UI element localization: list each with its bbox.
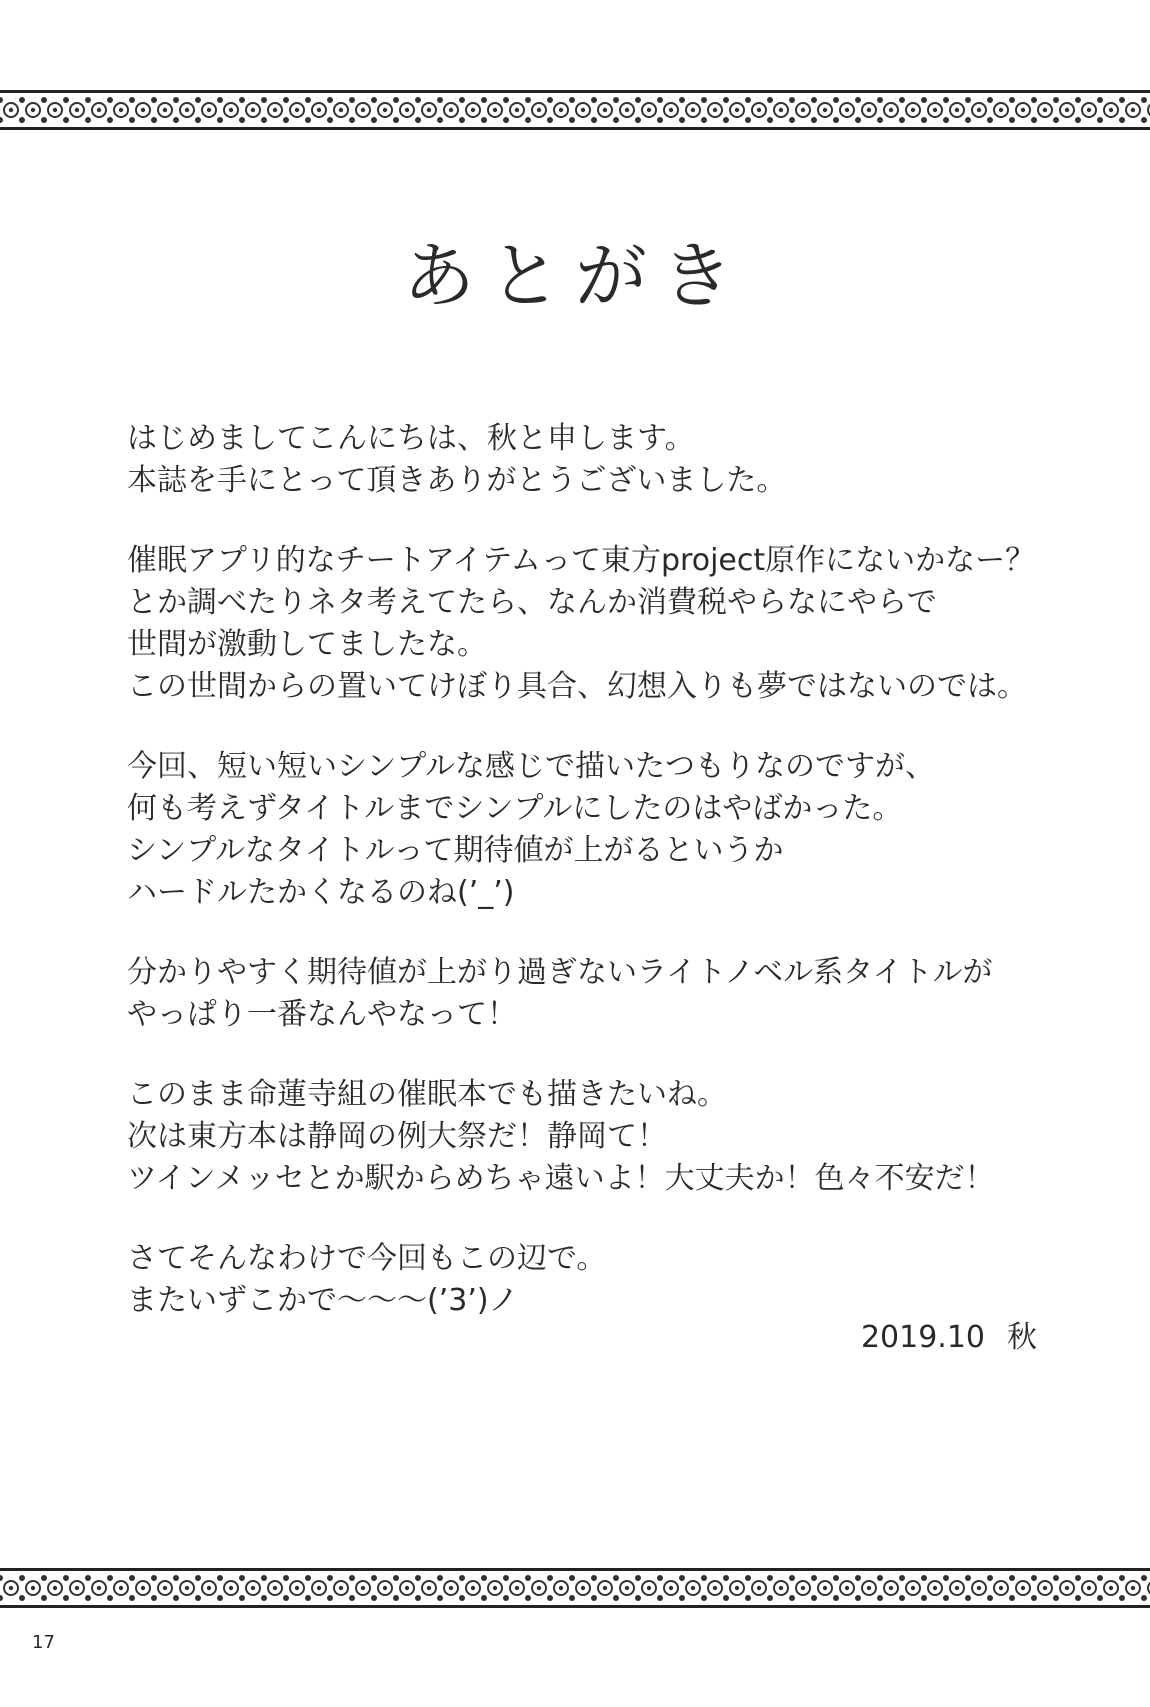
signature-date: 2019.10 xyxy=(860,1320,985,1355)
text-line: またいずこかで〜〜〜(’3’)ノ xyxy=(127,1283,519,1318)
lace-border-top xyxy=(0,90,1150,130)
signature xyxy=(861,1318,1037,1358)
paragraph-closing xyxy=(127,1238,1027,1322)
lace-border-bottom xyxy=(0,1568,1150,1608)
text-line: ツインメッセとか駅からめちゃ遠いよ！大丈夫か！色々不安だ！ xyxy=(127,1161,995,1196)
text-line: ハードルたかくなるのね(’_’) xyxy=(127,875,515,910)
text-line: はじめましてこんにちは、秋と申します。 xyxy=(127,421,695,456)
paragraph-cheat-item xyxy=(127,540,1036,708)
text-line: 本誌を手にとって頂きありがとうございました。 xyxy=(127,463,787,498)
page-number: 17 xyxy=(32,1632,55,1653)
text-line: 催眠アプリ的なチートアイテムって東方project原作にないかなー？ xyxy=(127,543,1036,578)
text-line: 世間が激動してましたな。 xyxy=(127,627,487,662)
text-line: さてそんなわけで今回もこの辺で。 xyxy=(127,1241,607,1276)
text-line: シンプルなタイトルって期待値が上がるというか xyxy=(127,833,784,868)
text-line: 今回、短い短いシンプルな感じで描いたつもりなのですが、 xyxy=(127,749,936,784)
text-line: 何も考えずタイトルまでシンプルにしたのはやばかった。 xyxy=(127,791,903,826)
text-line: このまま命蓮寺組の催眠本でも描きたいね。 xyxy=(127,1077,727,1112)
afterword-body xyxy=(127,418,1036,1360)
signature-author: 秋 xyxy=(1007,1320,1037,1355)
paragraph-next-event xyxy=(127,1074,1027,1200)
text-line: この世間からの置いてけぼり具合、幻想入りも夢ではないのでは。 xyxy=(127,669,1027,704)
page-title: あとがき xyxy=(402,234,747,318)
paragraph-light-novel xyxy=(127,952,1027,1036)
text-line: やっぱり一番なんやなって！ xyxy=(127,997,517,1032)
text-line: 次は東方本は静岡の例大祭だ！静岡て！ xyxy=(127,1119,667,1154)
paragraph-greeting xyxy=(127,418,1027,502)
text-line: とか調べたりネタ考えてたら、なんか消費税やらなにやらで xyxy=(127,585,937,620)
text-line: 分かりやすく期待値が上がり過ぎないライトノベル系タイトルが xyxy=(127,955,993,990)
paragraph-simple-title xyxy=(127,746,1027,914)
